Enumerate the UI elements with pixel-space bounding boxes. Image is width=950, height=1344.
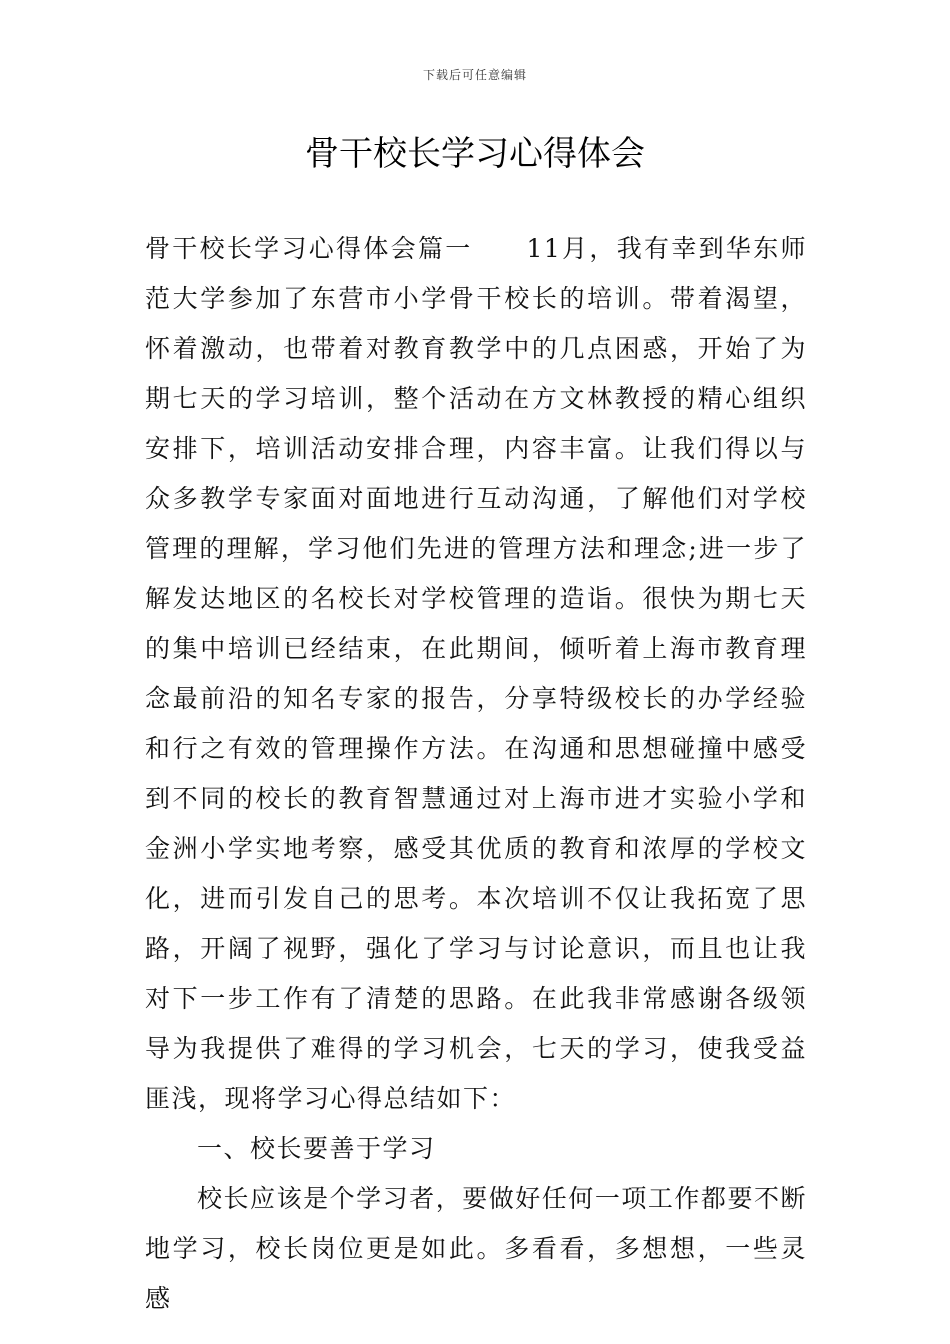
section-heading: 一、校长要善于学习 xyxy=(197,1134,436,1163)
document-title: 骨干校长学习心得体会 xyxy=(305,134,645,174)
intro-label: 骨干校长学习心得体会篇一 xyxy=(145,234,473,263)
document-body xyxy=(145,224,807,1324)
header-note: 下载后可任意编辑 xyxy=(422,68,527,82)
section-paragraph: 校长应该是个学习者，要做好任何一项工作都要不断地学习，校长岗位更是如此。多看看，多想想，一些灵感 xyxy=(145,1184,807,1313)
intro-paragraph xyxy=(145,224,807,1124)
intro-text: 11月，我有幸到华东师范大学参加了东营市小学骨干校长的培训。带着渴望，怀着激动，也带着对教育教学中的几点困惑，开始了为期七天的学习培训，整个活动在方文林教授的精心组织安排下，培训活动安排合理，内容丰富。让我们得以与众多教学专家面对面地进行互动沟通，了解他们对学校管理的理解，学习他们先进的管理方法和理念;进一步了解发达地区的名校长对学校管理的造诣。很快为期七天的集中培训已经结束，在此期间，倾听着上海市教育理念最前沿的知名专家的报告，分享特级校长的办学经验和行之有效的管理操作方法。在沟通和思想碰撞中感受到不同的校长的教育智慧通过对上海市进才实验小学和金洲小学实地考察，感受其优质的教育和浓厚的学校文化，进而引发自己的思考。本次培训不仅让我拓宽了思路，开阔了视野，强化了学习与讨论意识，而且也让我对下一步工作有了清楚的思路。在此我非常感谢各级领导为我提供了难得的学习机会，七天的学习，使我受益匪浅，现将学习心得总结如下： xyxy=(145,234,807,1113)
